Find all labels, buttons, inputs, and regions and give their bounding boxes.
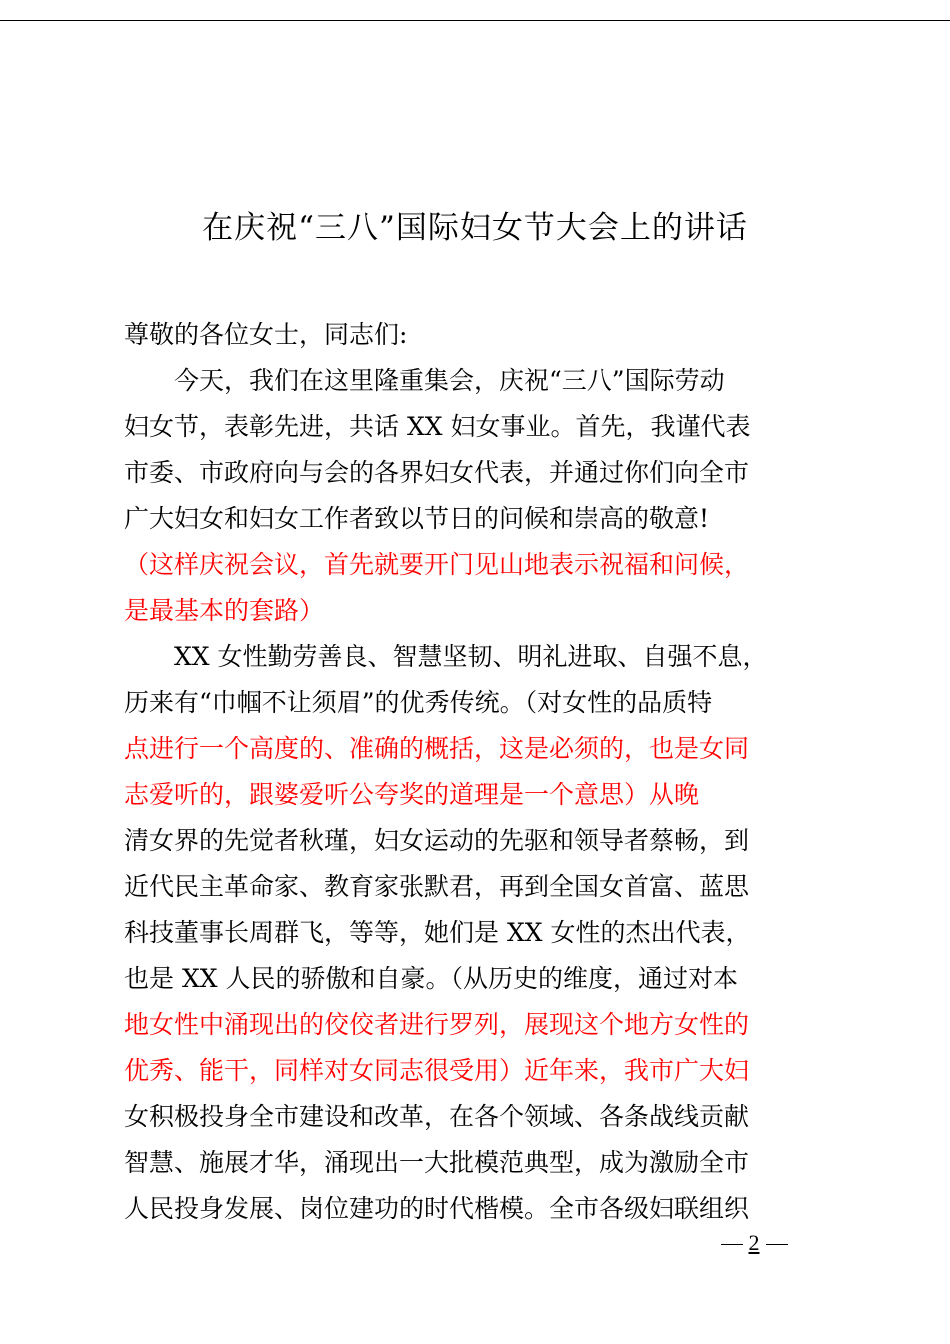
body-line xyxy=(124,864,840,910)
body-line xyxy=(124,634,840,680)
speech-text: 妇女节，表彰先进，共话 XX 妇女事业。首先，我谨代表 xyxy=(124,412,751,441)
annotation-text: 优秀、能干，同样对女同志很受用）近年来，我市广大妇 xyxy=(124,1056,750,1085)
page-number xyxy=(712,1228,796,1258)
body-line xyxy=(124,726,840,772)
page-dash-right xyxy=(766,1244,788,1245)
body-line xyxy=(124,542,840,588)
header-rule xyxy=(0,20,950,21)
body-line xyxy=(124,358,840,404)
body-line xyxy=(124,1186,840,1232)
body-line xyxy=(124,772,840,818)
speech-text: 市委、市政府向与会的各界妇女代表，并通过你们向全市 xyxy=(124,458,750,487)
page-dash-left xyxy=(721,1244,743,1245)
body-line xyxy=(124,1048,840,1094)
body-line xyxy=(124,1140,840,1186)
document-title: 在庆祝“三八”国际妇女节大会上的讲话 xyxy=(202,210,748,246)
speech-text: XX 女性勤劳善良、智慧坚韧、明礼进取、自强不息， xyxy=(124,642,768,671)
annotation-text: 是最基本的套路） xyxy=(124,596,325,625)
annotation-text: 地女性中涌现出的佼佼者进行罗列，展现这个地方女性的 xyxy=(124,1010,750,1039)
speech-text: 清女界的先觉者秋瑾，妇女运动的先驱和领导者蔡畅，到 xyxy=(124,826,750,855)
speech-text: 今天，我们在这里隆重集会，庆祝“三八”国际劳动 xyxy=(124,366,725,395)
body-line xyxy=(124,956,840,1002)
body-line xyxy=(124,496,840,542)
speech-text: 也是 XX 人民的骄傲和自豪。（从历史的维度，通过对本 xyxy=(124,964,738,993)
speech-text: 科技董事长周群飞，等等，她们是 XX 女性的杰出代表， xyxy=(124,918,751,947)
speech-text: 智慧、施展才华，涌现出一大批模范典型，成为激励全市 xyxy=(124,1148,750,1177)
speech-body xyxy=(124,312,840,1232)
body-line xyxy=(124,1094,840,1140)
body-line xyxy=(124,1002,840,1048)
speech-text: 女积极投身全市建设和改革，在各个领域、各条战线贡献 xyxy=(124,1102,750,1131)
annotation-text: 志爱听的，跟婆爱听公夸奖的道理是一个意思）从晚 xyxy=(124,780,700,809)
annotation-text: （这样庆祝会议，首先就要开门见山地表示祝福和问候， xyxy=(124,550,750,579)
body-line xyxy=(124,404,840,450)
body-line xyxy=(124,588,840,634)
body-line xyxy=(124,818,840,864)
speech-text: 广大妇女和妇女工作者致以节日的问候和崇高的敬意! xyxy=(124,504,710,533)
body-line xyxy=(124,450,840,496)
annotation-text: 点进行一个高度的、准确的概括，这是必须的，也是女同 xyxy=(124,734,750,763)
speech-text: 近代民主革命家、教育家张默君，再到全国女首富、蓝思 xyxy=(124,872,750,901)
body-line xyxy=(124,680,840,726)
speech-text: 历来有“巾帼不让须眉”的优秀传统。（对女性的品质特 xyxy=(124,688,713,717)
speech-text: 人民投身发展、岗位建功的时代楷模。全市各级妇联组织 xyxy=(124,1194,750,1223)
salutation: 尊敬的各位女士，同志们: xyxy=(124,320,408,349)
page-number-value: 2 xyxy=(748,1230,760,1255)
body-line xyxy=(124,910,840,956)
